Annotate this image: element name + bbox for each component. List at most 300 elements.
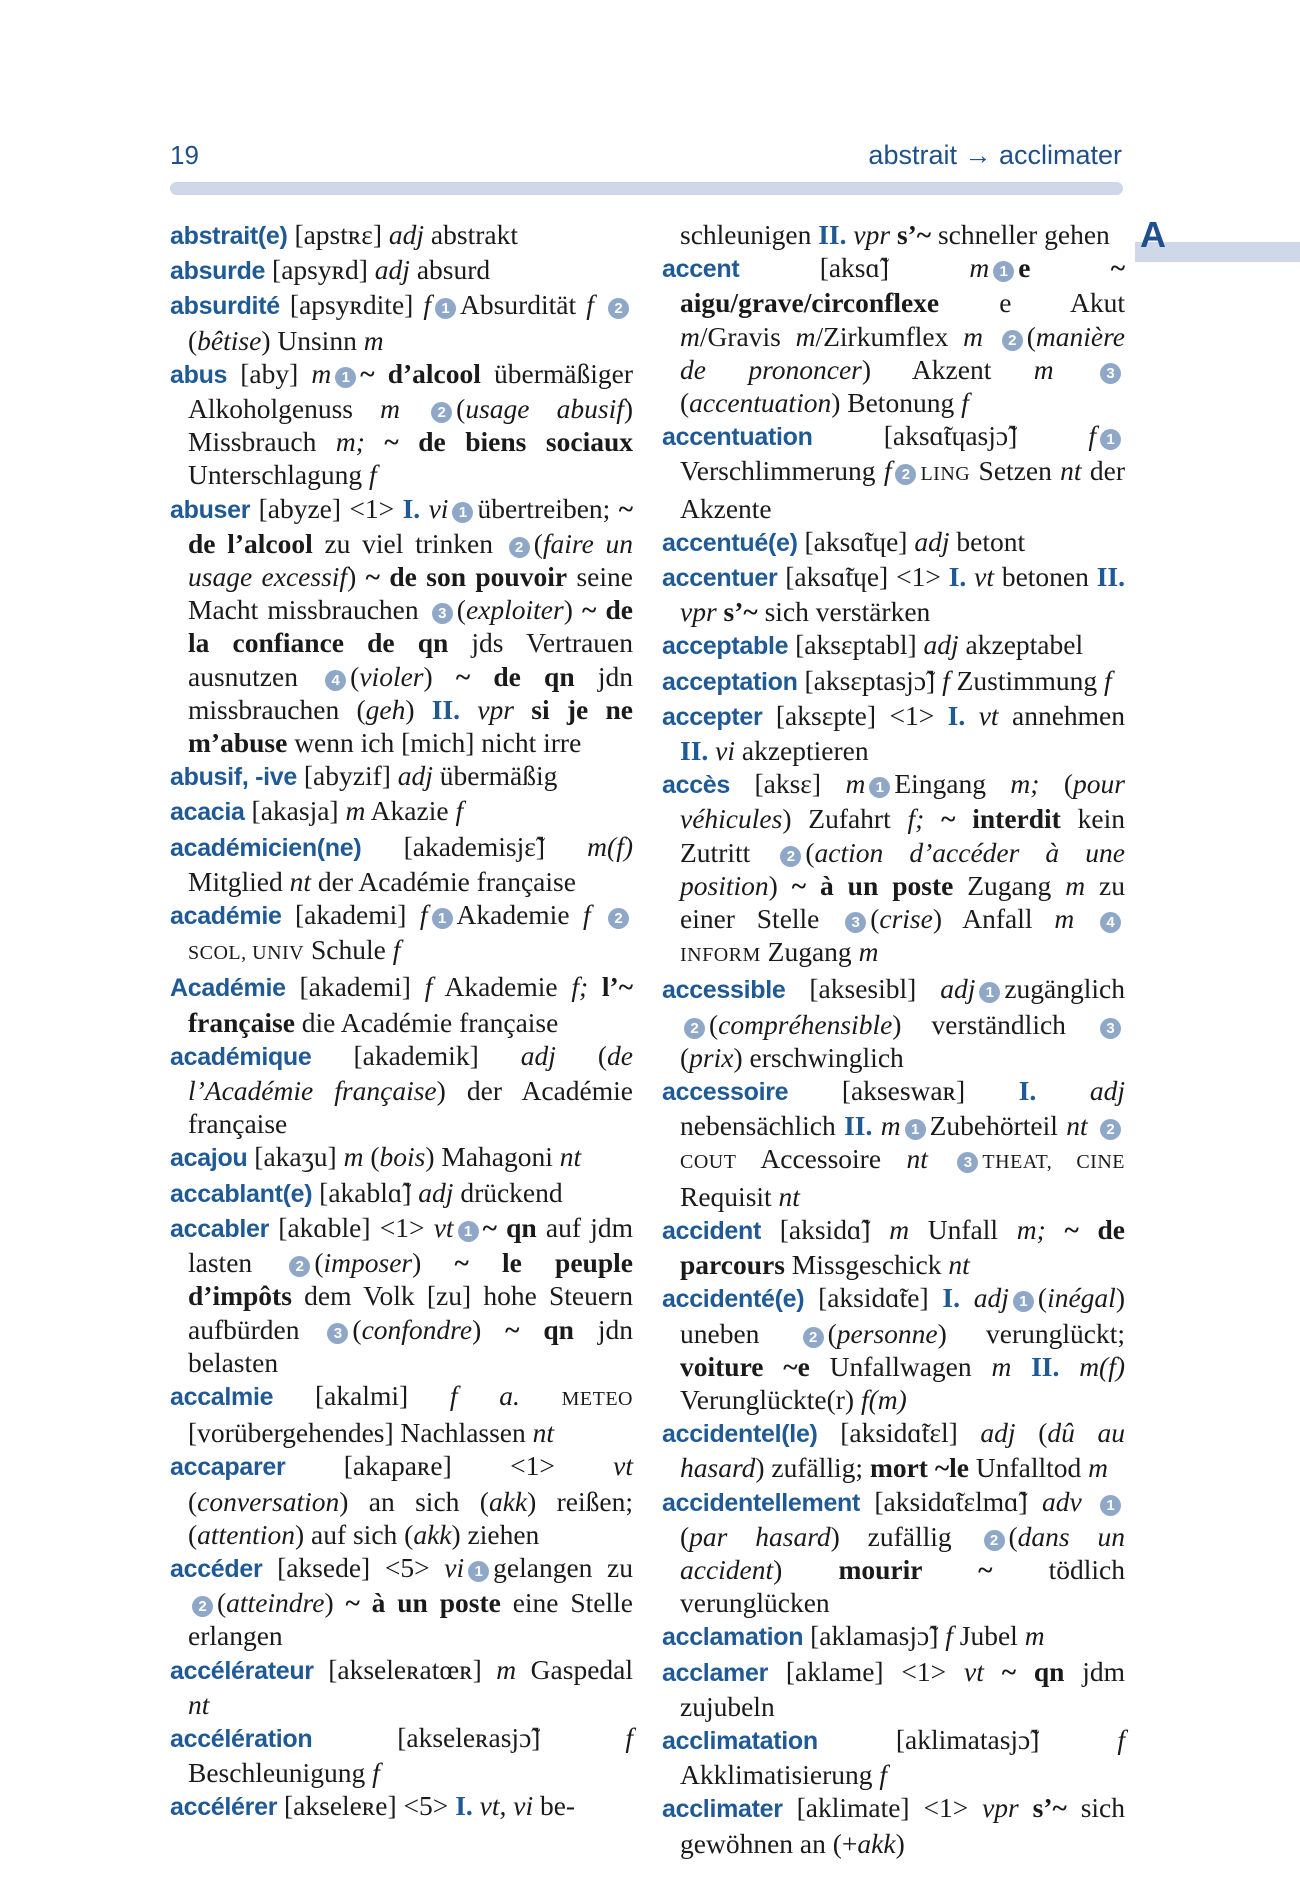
example-phrase: ~ à un poste <box>791 869 954 901</box>
entry-text: [akademisjɛ̃] <box>361 830 588 862</box>
example-phrase: ~ le peuple d’impôts <box>188 1247 633 1312</box>
entry-text: Unterschlagung <box>188 459 369 491</box>
entry-text: ( <box>456 393 466 425</box>
sense-number: 2 <box>608 908 629 929</box>
gloss-note: akk <box>857 1827 896 1859</box>
entry-text <box>1088 1110 1096 1141</box>
entry-text: jdm zujubeln <box>680 1655 1126 1722</box>
entry-text: ( <box>805 836 815 868</box>
entry-text: der Académie française <box>311 865 576 897</box>
grammar-label: vt <box>978 699 999 731</box>
grammar-label: m; <box>335 426 365 458</box>
grammar-label: nt <box>1060 455 1082 487</box>
entry-text: annehmen <box>998 699 1126 731</box>
example-phrase: ~ de la confiance de qn <box>188 594 633 659</box>
entry-text: gelangen zu <box>493 1551 634 1583</box>
entry-text: betont <box>949 525 1026 557</box>
entry-text: ( <box>352 1313 362 1345</box>
headword: accentuation <box>662 423 813 452</box>
entry-text: ( <box>314 1247 324 1279</box>
dictionary-entry <box>170 1449 633 1551</box>
entry-text: [aksɑ̃tɥe] <box>797 525 915 557</box>
entry-text: ( <box>1039 768 1074 800</box>
headword: accessible <box>662 976 786 1005</box>
entry-text: seine Macht missbrauchen <box>188 561 633 626</box>
entry-text: Akazie <box>365 795 456 827</box>
entry-text: [aksɛptabl] <box>788 629 924 661</box>
entry-text: ( <box>680 1041 690 1073</box>
entry-text: ( <box>1026 320 1036 352</box>
dictionary-entry <box>170 1140 633 1175</box>
entry-text: [akalmi] <box>273 1379 450 1411</box>
headword: accident <box>662 1216 762 1245</box>
entry-text: schleunigen <box>680 219 819 250</box>
entry-text: Missgeschick <box>784 1249 949 1281</box>
example-phrase: voiture ~e <box>680 1350 810 1382</box>
entry-text: [aksesibl] <box>785 973 941 1005</box>
grammar-label: vt <box>964 1655 984 1687</box>
entry-text <box>1074 903 1096 934</box>
entry-text: ) Zufahrt <box>782 803 908 835</box>
entry-text: zugänglich <box>1004 973 1125 1005</box>
gloss-note: action d’accéder à une position <box>680 836 1125 901</box>
domain-label: COUT <box>680 1151 737 1174</box>
dictionary-entry <box>662 1416 1125 1484</box>
entry-text: Unfall <box>909 1213 1017 1245</box>
grammar-label: f; <box>571 971 589 1003</box>
roman-numeral: II. <box>431 693 461 725</box>
domain-label: INFORM <box>680 944 761 967</box>
grammar-label: f <box>879 1759 887 1791</box>
grammar-label: f <box>1088 420 1096 452</box>
entry-text: ( <box>188 324 198 356</box>
entry-text: auf jdm lasten <box>188 1211 633 1279</box>
entry-text: Schule <box>304 934 393 966</box>
grammar-label: f <box>625 1721 633 1753</box>
entry-text: ) Anfall <box>932 903 1055 935</box>
dictionary-entry <box>170 1551 633 1653</box>
sense-number: 1 <box>432 908 453 929</box>
sense-number: 2 <box>289 1256 310 1277</box>
entry-text: Zubehörteil <box>929 1110 1067 1142</box>
entry-text <box>460 694 477 725</box>
grammar-label: a. <box>499 1379 520 1411</box>
entry-text: eine Stelle erlangen <box>188 1587 633 1652</box>
gloss-note: manière de prononcer <box>680 320 1125 385</box>
grammar-label: f <box>945 1620 953 1652</box>
sense-number: 1 <box>869 777 890 798</box>
left-column <box>170 218 633 1825</box>
entry-text: [aksɑ̃] <box>739 252 970 284</box>
entry-text <box>890 219 897 250</box>
sense-number: 2 <box>984 1530 1005 1551</box>
entry-text: Unfallwagen <box>809 1350 992 1382</box>
entry-text: ) Mahagoni <box>425 1141 560 1173</box>
sense-number: 3 <box>845 912 866 933</box>
grammar-label: m; <box>1016 1213 1046 1245</box>
grammar-label: f <box>392 934 401 966</box>
gloss-note: bois <box>379 1141 426 1173</box>
grammar-label: nt <box>778 1180 800 1212</box>
entry-text: sich gewöhnen an (+ <box>680 1792 1125 1859</box>
grammar-label: f <box>883 455 892 487</box>
headword: acceptation <box>662 667 798 696</box>
entry-text <box>458 1380 500 1411</box>
dictionary-entry <box>662 1723 1125 1791</box>
entry-text: [aklimatasjɔ̃] <box>817 1723 1118 1755</box>
entry-text: Beschleunigung <box>188 1757 373 1789</box>
entry-text: sich verstärken <box>757 596 931 628</box>
entry-text: zu einer Stelle <box>680 869 1125 935</box>
entry-text: Accessoire <box>736 1143 907 1175</box>
entry-text: ) verunglückt; <box>937 1317 1125 1349</box>
headword: abus <box>170 360 228 389</box>
entry-text: ) <box>472 1313 506 1345</box>
grammar-label: vpr <box>477 693 514 725</box>
roman-numeral: II. <box>1031 1350 1060 1382</box>
grammar-label: m <box>845 768 866 800</box>
entry-text: absurd <box>409 254 491 286</box>
grammar-label: m <box>311 357 332 389</box>
entry-text: ) <box>773 1553 839 1585</box>
gloss-note: imposer <box>323 1247 413 1279</box>
grammar-label: vt, vi <box>479 1790 534 1822</box>
sense-number: 1 <box>1013 1291 1034 1312</box>
entry-text <box>591 899 604 930</box>
headword: acclimatation <box>662 1726 818 1755</box>
dictionary-entry <box>170 898 633 970</box>
grammar-label: m <box>680 320 700 352</box>
grammar-label: nt <box>1066 1110 1088 1142</box>
header-rule <box>170 182 1123 195</box>
sense-number: 2 <box>803 1327 824 1348</box>
roman-numeral: I. <box>402 492 421 524</box>
dictionary-entry <box>170 1789 633 1824</box>
headword: académicien(ne) <box>170 833 362 862</box>
sense-number: 1 <box>435 298 456 319</box>
headword: acclamer <box>662 1658 769 1687</box>
entry-text: [aksidɑ̃] <box>761 1213 890 1245</box>
example-phrase: ~ interdit <box>941 803 1061 835</box>
entry-text <box>400 393 427 424</box>
entry-text: tödlich verunglücken <box>680 1553 1125 1619</box>
entry-text: ( <box>555 1039 608 1071</box>
entry-text: [akablɑ̃] <box>312 1176 419 1208</box>
entry-text: [akademi] <box>281 899 420 931</box>
entry-text: ) uneben <box>680 1282 1125 1349</box>
entry-text: [akɑble] <1> <box>269 1211 434 1243</box>
sense-number: 1 <box>452 502 473 523</box>
entry-text: [apsyʀd] <box>265 254 375 286</box>
gloss-note: de l’Académie française <box>188 1039 633 1107</box>
headword: abuser <box>170 495 251 524</box>
headword: acclimater <box>662 1795 783 1824</box>
headword: absurde <box>170 257 266 286</box>
dictionary-entry <box>170 288 633 356</box>
grammar-label: m(f) <box>587 830 633 862</box>
grammar-label: f <box>961 387 969 419</box>
entry-text <box>1082 1486 1096 1517</box>
grammar-label: m <box>858 936 879 968</box>
gloss-note: pour véhicules <box>680 768 1125 835</box>
grammar-label: adj <box>374 254 410 286</box>
grammar-label: adj <box>914 525 950 557</box>
entry-text: ) Unsinn <box>261 324 364 356</box>
dictionary-entry <box>170 830 633 898</box>
entry-text: schneller gehen <box>931 219 1110 250</box>
entry-text <box>966 561 974 592</box>
headword: acceptable <box>662 632 789 661</box>
grammar-label: f <box>1104 664 1112 696</box>
headword: absurdité <box>170 292 280 321</box>
grammar-label: vi <box>444 1551 465 1583</box>
entry-text: jdn belasten <box>188 1313 634 1378</box>
dictionary-entry <box>662 1791 1125 1859</box>
example-phrase: ~ de l’alcool <box>188 492 634 559</box>
entry-text: [aksɛ] <box>730 768 846 800</box>
grammar-label: m <box>880 1110 901 1142</box>
dictionary-entry <box>662 251 1125 419</box>
example-phrase: ~ à un poste <box>345 1587 501 1619</box>
sense-number: 3 <box>327 1323 348 1344</box>
roman-numeral: I. <box>948 561 967 593</box>
entry-text: drückend <box>453 1176 563 1208</box>
example-phrase: ~ de son pouvoir <box>365 561 568 593</box>
entry-text: [abyzif] <box>297 760 398 792</box>
dictionary-entry <box>170 1379 633 1449</box>
gloss-note: conversation <box>197 1485 340 1517</box>
sense-number: 2 <box>1002 330 1023 351</box>
headword: académie <box>170 902 282 931</box>
entry-text <box>514 694 531 725</box>
entry-text: nebensächlich <box>680 1110 845 1142</box>
headword: Académie <box>170 974 286 1003</box>
entry-text: Akklimatisierung <box>680 1759 880 1791</box>
entry-text: Requisit <box>680 1180 779 1212</box>
entry-text <box>960 1282 974 1313</box>
entry-text: [akaʒu] <box>247 1141 344 1173</box>
roman-numeral: I. <box>947 699 966 731</box>
entry-text: akzeptabel <box>958 629 1084 661</box>
dictionary-entry <box>662 1485 1125 1620</box>
domain-label: METEO <box>561 1387 633 1410</box>
grammar-label: vt <box>433 1211 454 1243</box>
entry-text: ( <box>456 594 466 626</box>
entry-text: ( <box>217 1587 227 1619</box>
gloss-note: confondre <box>361 1313 473 1345</box>
grammar-label: m; <box>1010 768 1040 800</box>
entry-text: Jubel <box>952 1620 1025 1652</box>
entry-text <box>872 1110 880 1141</box>
grammar-label: adv <box>1041 1485 1082 1517</box>
entry-text: betonen <box>993 561 1097 593</box>
example-phrase: ~ qn <box>482 1211 537 1243</box>
entry-text: ( <box>1008 1520 1018 1552</box>
entry-text: [akseleʀasjɔ̃] <box>312 1721 626 1753</box>
headword: accent <box>662 255 740 284</box>
example-phrase: s’~ <box>723 596 758 628</box>
grammar-label: m <box>1088 1452 1109 1484</box>
gloss-note: exploiter <box>465 594 564 626</box>
entry-text: der Akzente <box>680 455 1125 524</box>
sense-number: 1 <box>979 982 1000 1003</box>
entry-text: ) zufällig <box>830 1520 980 1552</box>
example-phrase: si je ne m’abuse <box>188 693 633 759</box>
dictionary-entry <box>662 1655 1125 1723</box>
entry-text: Zugang <box>953 869 1066 901</box>
roman-numeral: I. <box>942 1282 960 1314</box>
entry-text <box>717 596 724 627</box>
entry-text: Absurdität <box>460 289 587 321</box>
entry-text: Zugang <box>760 936 859 968</box>
entry-text <box>984 1656 1002 1687</box>
grammar-label: nt <box>289 865 311 897</box>
headword: accélération <box>170 1724 313 1753</box>
entry-text: ) <box>895 1827 905 1859</box>
sense-number: 1 <box>1100 429 1121 450</box>
grammar-label: adj <box>1089 1075 1125 1107</box>
entry-text: [akapaʀe] <1> <box>285 1450 614 1482</box>
headword: acajou <box>170 1144 248 1173</box>
grammar-label: m <box>1054 903 1075 935</box>
entry-text: Eingang <box>894 768 1011 800</box>
grammar-label: m <box>343 1141 364 1173</box>
grammar-label: nt <box>948 1249 970 1281</box>
entry-text: zu viel trinken <box>312 527 505 559</box>
entry-text: [aksidɑ̃tɛlmɑ̃] <box>860 1485 1042 1517</box>
grammar-label: m <box>795 320 816 352</box>
headword: accaparer <box>170 1453 286 1482</box>
entry-text: übermäßiger Alkoholgenuss <box>188 357 633 425</box>
dictionary-entry <box>662 1619 1125 1654</box>
entry-text: Akademie <box>432 971 572 1003</box>
grammar-label: f <box>586 289 594 321</box>
entry-text: ( <box>188 1485 198 1517</box>
entry-text: abstrakt <box>424 219 518 250</box>
entry-text: ) ziehen <box>451 1518 540 1550</box>
grammar-label: adj <box>973 1282 1009 1314</box>
dictionary-entry <box>662 972 1125 1074</box>
entry-text: [aklimate] <1> <box>782 1792 983 1824</box>
sense-number: 1 <box>993 261 1014 282</box>
entry-text: ) erschwinglich <box>733 1041 904 1073</box>
gloss-note: prix <box>689 1041 734 1073</box>
grammar-label: f <box>419 899 428 931</box>
grammar-label: adj <box>923 629 959 661</box>
grammar-label: m <box>380 393 401 425</box>
headword: acclamation <box>662 1623 804 1652</box>
dictionary-entry <box>662 218 1125 251</box>
headword: accentuer <box>662 564 778 593</box>
headword: accidentellement <box>662 1488 861 1517</box>
example-phrase: ~ de biens sociaux <box>384 426 634 458</box>
dictionary-entry <box>662 664 1125 699</box>
grammar-label: vpr <box>982 1792 1019 1824</box>
grammar-label: nt <box>559 1141 582 1173</box>
dictionary-entry <box>662 560 1125 628</box>
headword: accélérer <box>170 1793 278 1822</box>
example-phrase: ~ qn <box>505 1313 574 1345</box>
headword: accès <box>662 771 731 800</box>
gloss-note: bêtise <box>197 324 262 356</box>
gloss-note: inégal <box>1047 1282 1116 1314</box>
headword: accidenté(e) <box>662 1285 805 1314</box>
dictionary-entry <box>662 419 1125 525</box>
dictionary-entry <box>170 1721 633 1789</box>
headword: académique <box>170 1042 312 1071</box>
example-phrase: mourir ~ <box>838 1553 993 1585</box>
entry-text: ) Betonung <box>831 387 962 419</box>
page-number: 19 <box>170 140 199 170</box>
sense-number: 2 <box>509 537 530 558</box>
entry-text <box>1011 1351 1031 1382</box>
grammar-label: f <box>449 1379 458 1411</box>
entry-text <box>588 971 602 1002</box>
gloss-note: violer <box>359 660 424 692</box>
domain-label: THEAT, CINE <box>982 1151 1126 1174</box>
grammar-label: adj <box>397 760 433 792</box>
gloss-note: compréhensible <box>718 1008 893 1040</box>
entry-text: übertreiben; <box>477 492 619 524</box>
entry-text: ( <box>363 1141 380 1173</box>
entry-text <box>520 1380 562 1411</box>
grammar-label: adj <box>418 1176 454 1208</box>
example-phrase: ~ de parcours <box>680 1213 1125 1281</box>
dictionary-entry <box>170 1211 633 1379</box>
entry-text: /Gravis <box>699 320 796 352</box>
entry-text: [aksɛpte] <1> <box>762 699 948 731</box>
example-phrase: ~ d’alcool <box>360 357 481 389</box>
entry-text: ) verständlich <box>892 1008 1096 1040</box>
headword: accablant(e) <box>170 1179 313 1208</box>
headword: accentué(e) <box>662 528 798 557</box>
grammar-label: vt <box>974 561 994 593</box>
entry-text: ) auf sich ( <box>294 1518 414 1550</box>
entry-text: die Académie française <box>294 1006 559 1038</box>
entry-text <box>365 426 385 457</box>
entry-text <box>1046 1214 1065 1245</box>
headword: accepter <box>662 702 763 731</box>
sense-number: 3 <box>957 1152 978 1173</box>
grammar-label: f <box>372 1757 380 1789</box>
headword: acacia <box>170 798 245 827</box>
entry-text: [aksidɑ̃tɛl] <box>817 1417 981 1449</box>
sense-number: 2 <box>608 298 629 319</box>
sense-number: 2 <box>895 464 916 485</box>
roman-numeral: II. <box>818 219 847 250</box>
entry-text: [akademik] <box>311 1039 521 1071</box>
sense-number: 2 <box>192 1596 213 1617</box>
example-phrase: e ~ aigu/grave/circonflexe <box>680 252 1126 319</box>
entry-text: ( <box>827 1317 837 1349</box>
grammar-label: adj <box>980 1417 1016 1449</box>
entry-text: kein Zutritt <box>680 803 1125 868</box>
sense-number: 2 <box>1100 1119 1121 1140</box>
entry-text: ) <box>412 1247 455 1279</box>
entry-text: [akseleʀatœʀ] <box>313 1653 497 1685</box>
grammar-label: adj <box>388 219 425 250</box>
entry-text: [aklamasjɔ̃] <box>803 1620 946 1652</box>
sense-number: 2 <box>780 846 801 867</box>
gloss-note: crise <box>879 903 933 935</box>
entry-text: ) <box>563 594 583 626</box>
entry-text: ( <box>680 1520 690 1552</box>
entry-text: [abyze] <1> <box>250 492 403 524</box>
entry-text: Unfalltod <box>968 1452 1089 1484</box>
dictionary-entry <box>170 492 633 760</box>
grammar-label: m <box>969 252 990 284</box>
grammar-label: f <box>369 459 377 491</box>
